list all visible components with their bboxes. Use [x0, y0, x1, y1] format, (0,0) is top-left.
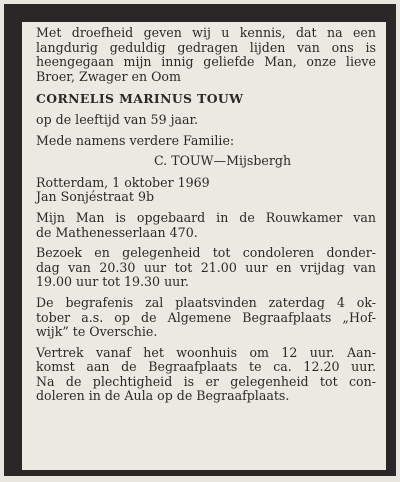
- intro-line: Broer, Zwager en Oom: [36, 68, 181, 84]
- departure-line: Vertrek vanaf het woonhuis om 12 uur. Aan-: [36, 344, 376, 360]
- departure-line: doleren in de Aula op de Begraafplaats.: [36, 388, 290, 404]
- family-name: C. TOUW—Mijsbergh: [154, 153, 292, 169]
- departure-paragraph: [36, 346, 376, 404]
- place-date-block: [36, 176, 376, 205]
- rest-line: Mijn Man is opgebaard in de Rouwkamer van: [36, 209, 376, 225]
- funeral-line: wijk” te Overschie.: [36, 324, 158, 340]
- notice-content: [36, 26, 376, 404]
- place-date: Rotterdam, 1 oktober 1969: [36, 174, 210, 190]
- rest-paragraph: [36, 211, 376, 240]
- intro-line: Met droefheid geven wij u kennis, dat na een: [36, 25, 376, 40]
- intro-paragraph: [36, 26, 376, 84]
- address: Jan Sonjéstraat 9b: [36, 189, 155, 205]
- visit-line: dag van 20.30 uur tot 21.00 uur en vrijdag van: [36, 259, 376, 275]
- visit-line: 19.00 uur tot 19.30 uur.: [36, 274, 189, 290]
- age-line: op de leeftijd van 59 jaar.: [36, 111, 199, 127]
- intro-line: heengegaan mijn innig geliefde Man, onze lieve: [36, 54, 376, 70]
- visit-paragraph: [36, 246, 376, 290]
- intro-line: langdurig geduldig gedragen lijden van ons is: [36, 39, 376, 55]
- family-heading: Mede namens verdere Familie:: [36, 132, 235, 148]
- departure-line: komst aan de Begraafplaats te ca. 12.20 uur.: [36, 359, 376, 375]
- notice-frame: [4, 4, 396, 476]
- departure-line: Na de plechtigheid is er gelegenheid tot con-: [36, 373, 376, 389]
- funeral-line: De begrafenis zal plaatsvinden zaterdag 4 ok-: [36, 294, 376, 310]
- rest-line: de Mathenesserlaan 470.: [36, 224, 198, 240]
- funeral-line: tober a.s. op de Algemene Begraafplaats „Hof-: [36, 309, 376, 325]
- funeral-paragraph: [36, 296, 376, 340]
- deceased-name: CORNELIS MARINUS TOUW: [36, 91, 244, 107]
- visit-line: Bezoek en gelegenheid tot condoleren donder-: [36, 245, 376, 261]
